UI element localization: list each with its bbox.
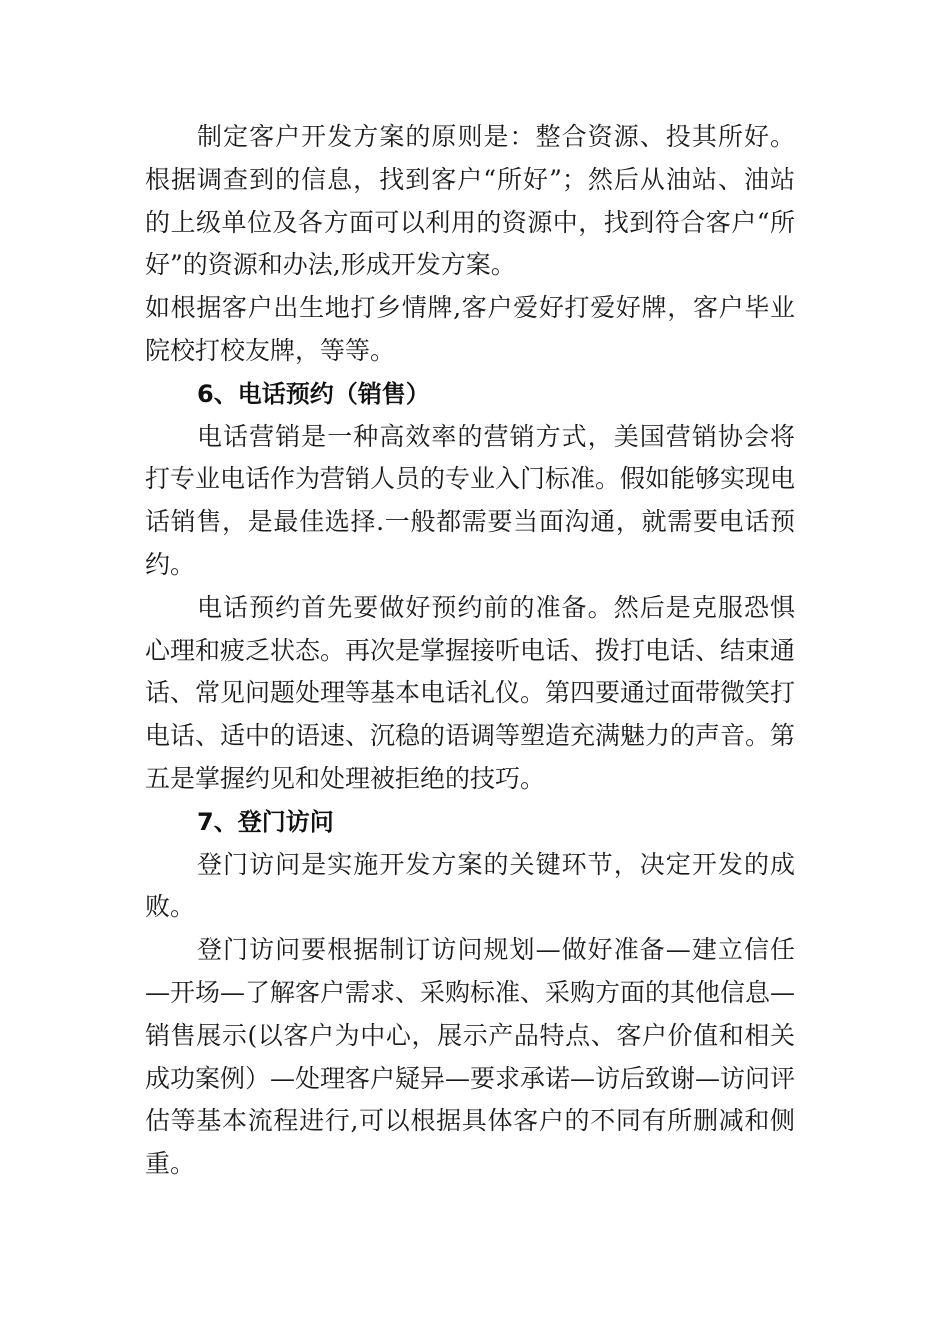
- document-body: [145, 116, 795, 1186]
- paragraph-visit-key-link: 登门访问是实施开发方案的关键环节，决定开发的成败。: [145, 849, 795, 922]
- heading-phone-appointment: 6、电话预约（销售）: [197, 379, 430, 408]
- paragraph-visit-process: 登门访问要根据制订访问规划—做好准备—建立信任—开场—了解客户需求、采购标准、采购方面的其他信息—销售展示(以客户为中心，展示产品特点、客户价值和相关成功案例）—处理客户疑异—要求承诺—访后致谢—访问评估等基本流程进行,可以根据具体客户的不同有所删减和侧重。: [145, 935, 796, 1179]
- paragraph-phone-marketing: 电话营销是一种高效率的营销方式，美国营销协会将打专业电话作为营销人员的专业入门标准。假如能够实现电话销售，是最佳选择.一般都需要当面沟通，就需要电话预约。: [145, 421, 796, 579]
- paragraph-phone-preparation: 电话预约首先要做好预约前的准备。然后是克服恐惧心理和疲乏状态。再次是掌握接听电话、拨打电话、结束通话、常见问题处理等基本电话礼仪。第四要通过面带微笑打电话、适中的语速、沉稳的语调等塑造充满魅力的声音。第五是掌握约见和处理被拒绝的技巧。: [145, 592, 796, 793]
- paragraph-development-principle: 制定客户开发方案的原则是：整合资源、投其所好。根据调查到的信息，找到客户“所好”；然后从油站、油站的上级单位及各方面可以利用的资源中，找到符合客户“所好”的资源和办法,形成开发方案。: [145, 122, 795, 280]
- heading-door-visit: 7、登门访问: [197, 807, 334, 836]
- paragraph-examples: 如根据客户出生地打乡情牌,客户爱好打爱好牌，客户毕业院校打校友牌，等等。: [145, 293, 795, 365]
